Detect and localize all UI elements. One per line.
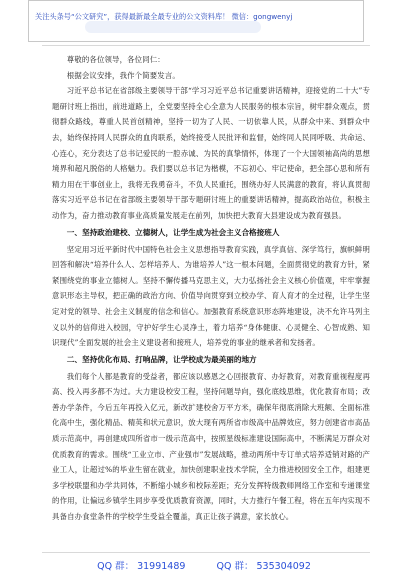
banner-text: 关注头条号“公文研究”，获得最新最全最专业的公文资料库！ 微信：gongwenyj xyxy=(35,12,293,21)
document-body xyxy=(52,52,370,525)
paragraph-3: 我们每个人都是教育的受益者，都应该以感恩之心回报教育、办好教育，对教育重视程度再高、投入再多都不为过。大力建设校安工程，坚持问题导向，强化底线思维，优化教育布局；改善办学条件，今后五年再投入亿元，新改扩建校舍万平方米，确保年彻底消除大班额、全面标准化高中生，强化精品、精英和状元意识，放大现有两所省市级高中品牌效应，努力创建省市高品质示范高中，再创建成四所省市一级示范高中，按照星级标准建设国际高中，不断满足万群众对优质教育的需求。围绕“工业立市、产业强市”发展战略，推动两所中专订单式培养适销对路的产业工人，让超过%的毕业生留在就业，加快创建职业技术学院，全力推进校园安全工作，组建更多学校联盟和办学共同体，不断缩小城乡和校际差距；充分发挥特级教师网络工作室和专递课堂的作用，让偏远乡镇学生同步享受优质教育资源，同时，大力推行午餐工程，将在五年内实现不具备自办食堂条件的学校学生受益全覆盖，真正让孩子满意，家长放心。 xyxy=(52,371,370,522)
footer xyxy=(0,558,408,572)
footer-qq-group-2: QQ 群： 535304092 xyxy=(216,561,311,572)
footer-divider xyxy=(42,552,370,553)
paragraph-2: 坚定用习近平新时代中国特色社会主义思想指导教育实践，真学真信、深学笃行，旗帜鲜明回答和解决“培养什么人、怎样培养人、为谁培养人”这一根本问题，全面贯彻党的教育方针，紧紧围绕党的事业立德树人。坚持不懈传播马克思主义，大力弘扬社会主义核心价值观，牢牢掌握意识形态主导权，把正确的政治方向、价值导向贯穿到立校办学、育人育才的全过程，让学生坚定对党的领导、社会主义制度的信念和信心。加强教育系统意识形态阵地建设，决不允许马列主义以外的信仰进入校园，守护好学生心灵净土，着力培养“身体健康、心灵健全、心智成熟、知识现代”全面发展的社会主义建设者和接班人，培养党的事业的继承者和发扬者。 xyxy=(52,244,370,348)
banner-highlight xyxy=(85,21,261,33)
section-heading-2: 二、坚持优化布局、打响品牌，让学校成为最美丽的地方 xyxy=(66,354,257,364)
footer-qq-group-1: QQ 群： 31991489 xyxy=(97,561,186,572)
section-heading-1: 一、坚持政治建校、立德树人，让学生成为社会主义合格接班人 xyxy=(66,227,280,237)
intro-paragraph: 根据会议安排，我作个简要发言。 xyxy=(66,70,180,80)
header-divider xyxy=(42,45,370,46)
greeting: 尊敬的各位领导，各位同仁： xyxy=(66,55,165,64)
header-banner xyxy=(28,0,364,42)
paragraph-1: 习近平总书记在省部级主要领导干部“学习习近平总书记重要讲话精神，迎接党的二十大”专题研讨班上指出，前进道路上，全党要坚持全心全意为人民服务的根本宗旨，树牢群众观点，贯彻群众路线，尊重人民首创精神，坚持一切为了人民、一切依靠人民，从群众中来、到群众中去，始终保持同人民群众的血肉联系，始终接受人民批评和监督，始终同人民同呼吸、共命运、心连心，充分表达了总书记爱民的一腔赤诚、为民的真挚情怀，体现了一个大国领袖高尚的思想境界和超凡脱俗的人格魅力。我们要以总书记为楷模，不忘初心、牢记使命，把全部心思和所有精力用在干事创业上，我将无我勇奋斗，不负人民重托，围绕办好人民满意的教育，将认真贯彻落实习近平总书记在省部级主要领导干部专题研讨班上的重要讲话精神，提高政治站位，积极主动作为，奋力推动教育事业高质量发展走在前列，加快把大教育大县建设成为教育强县。 xyxy=(52,86,370,220)
